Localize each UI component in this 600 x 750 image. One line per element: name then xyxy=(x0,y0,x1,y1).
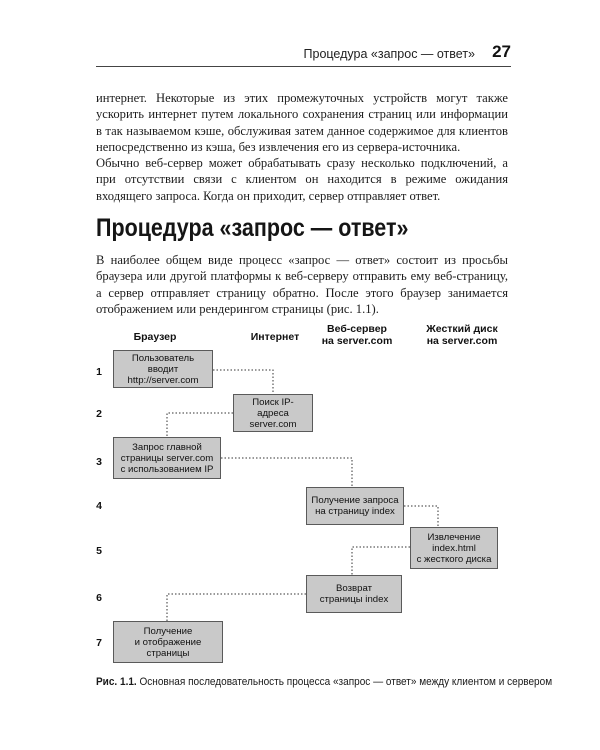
caption-text: Основная последовательность процесса «запрос — ответ» между клиентом и сервером xyxy=(136,676,553,688)
section-title: Процедура «запрос — ответ» xyxy=(96,214,409,242)
step-box-2: Поиск IP-адреса server.com xyxy=(233,394,313,432)
row-number-5: 5 xyxy=(96,545,102,557)
figure-caption xyxy=(96,676,553,688)
page-number: 27 xyxy=(492,42,511,61)
row-number-7: 7 xyxy=(96,637,102,649)
connector-2-3 xyxy=(167,413,233,437)
column-web-server: Веб-сервер на server.com xyxy=(321,323,393,347)
column-internet: Интернет xyxy=(250,331,300,343)
step-box-6: Возврат страницы index xyxy=(306,575,402,613)
connector-3-4 xyxy=(221,458,352,487)
row-number-3: 3 xyxy=(96,456,102,468)
caption-label: Рис. 1.1. xyxy=(96,676,137,688)
running-head-title: Процедура «запрос — ответ» xyxy=(303,47,475,61)
row-number-1: 1 xyxy=(96,366,102,378)
paragraph-2: Обычно веб-сервер может обрабатывать сразу несколько подключений, а при отсутствии связи с клиентом он находится в режиме ожидания входящего запроса. Когда он приходит, сервер отправляет ответ. xyxy=(96,156,508,203)
column-hard-disk: Жесткий диск на server.com xyxy=(426,323,498,347)
connector-6-7 xyxy=(167,594,306,621)
step-box-3: Запрос главной страницы server.com с использованием IP xyxy=(113,437,221,479)
row-number-2: 2 xyxy=(96,408,102,420)
step-box-7: Получение и отображение страницы xyxy=(113,621,223,663)
paragraph-3: В наиболее общем виде процесс «запрос — ответ» состоит из просьбы браузера или другой платформы к веб-серверу отправить ему веб-страницу, а сервер отправляет страницу обратно. После этого браузер занимается отображением или рендерингом страницы (рис. 1.1). xyxy=(96,253,508,316)
row-number-4: 4 xyxy=(96,500,102,512)
step-box-1: Пользователь вводит http://server.com xyxy=(113,350,213,388)
step-box-4: Получение запроса на страницу index xyxy=(306,487,404,525)
column-browser: Браузер xyxy=(133,331,177,343)
connector-4-5 xyxy=(404,506,438,527)
connector-1-2 xyxy=(213,370,273,394)
paragraph-1: интернет. Некоторые из этих промежуточных устройств могут также ускорить интернет путем локального сохранения страниц или информации в так называемом кэше, обслуживая затем данное содержимое для клиентов непосредственно из кэша, без извлечения его из сервера-источника. xyxy=(96,91,508,154)
step-box-5: Извлечение index.html с жесткого диска xyxy=(410,527,498,569)
connector-5-6 xyxy=(352,547,410,575)
row-number-6: 6 xyxy=(96,592,102,604)
